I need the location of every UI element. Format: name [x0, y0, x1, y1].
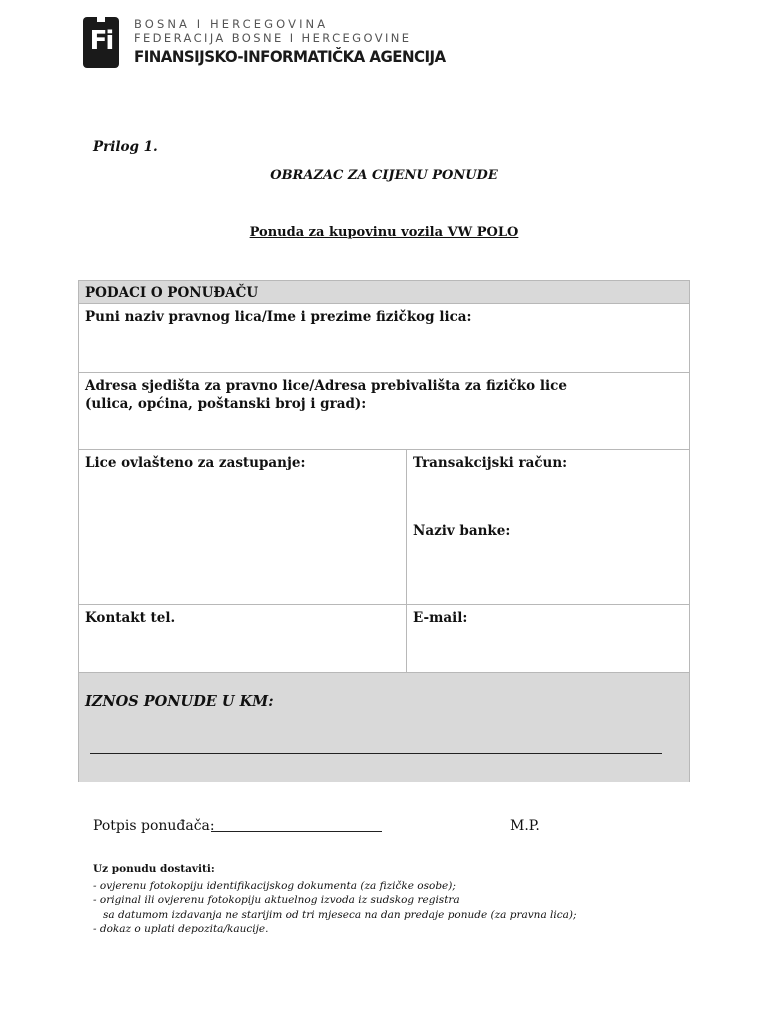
full-name-field[interactable] — [79, 304, 689, 372]
signature-line[interactable] — [211, 831, 382, 832]
table-header-row — [79, 281, 689, 304]
account-bank-field[interactable] — [407, 450, 689, 604]
amount-label: IZNOS PONUDE U KM: — [85, 693, 274, 710]
full-name-label: Puni naziv pravnog lica/Ime i prezime fizičkog lica: — [85, 309, 472, 325]
address-label-detail: (ulica, općina, poštanski broj i grad): — [85, 396, 367, 412]
phone-label: Kontakt tel. — [85, 610, 176, 626]
logo-country-text: BOSNA I HERCEGOVINA — [134, 17, 329, 31]
logo-federation-text: FEDERACIJA BOSNE I HERCEGOVINE — [134, 31, 412, 45]
form-title: OBRAZAC ZA CIJENU PONUDE — [270, 168, 498, 183]
full-name-row — [79, 304, 689, 373]
attachment-item: - ovjerenu fotokopiju identifikacijskog dokumenta (za fizičke osobe); — [93, 880, 456, 892]
contact-row — [79, 605, 689, 673]
table-header: PODACI O PONUĐAČU — [85, 285, 259, 301]
representative-field[interactable] — [79, 450, 407, 604]
attachment-item: - dokaz o uplati depozita/kaucije. — [93, 922, 269, 935]
agency-logo-icon: Fi — [83, 17, 119, 68]
attachments-list — [93, 879, 577, 936]
form-subject: Ponuda za kupovinu vozila VW POLO — [249, 225, 519, 240]
address-field[interactable] — [79, 373, 689, 449]
representative-label: Lice ovlašteno za zastupanje: — [85, 455, 306, 471]
amount-row — [79, 673, 689, 782]
signature-label: Potpis ponuđača: — [93, 818, 215, 834]
address-label: Adresa sjedišta za pravno lice/Adresa prebivališta za fizičko lice — [85, 378, 567, 394]
agency-logo — [83, 17, 446, 71]
bidder-data-table — [78, 280, 690, 782]
attachment-label: Prilog 1. — [93, 139, 158, 155]
bank-label: Naziv banke: — [413, 523, 511, 539]
account-label: Transakcijski račun: — [413, 455, 568, 471]
attachments-title: Uz ponudu dostaviti: — [93, 863, 215, 875]
phone-field[interactable] — [79, 605, 407, 672]
email-field[interactable] — [407, 605, 689, 672]
amount-input-line[interactable] — [90, 753, 662, 754]
logo-agency-name: FINANSIJSKO-INFORMATIČKA AGENCIJA — [134, 47, 446, 66]
address-row — [79, 373, 689, 450]
stamp-label: M.P. — [510, 818, 540, 834]
representative-account-row — [79, 450, 689, 605]
attachment-item: - original ili ovjerenu fotokopiju aktuelnog izvoda iz sudskog registra — [93, 894, 460, 907]
email-label: E-mail: — [413, 610, 468, 626]
attachment-item: sa datumom izdavanja ne starijim od tri mjeseca na dan predaje ponude (za pravna lica); — [93, 908, 577, 921]
